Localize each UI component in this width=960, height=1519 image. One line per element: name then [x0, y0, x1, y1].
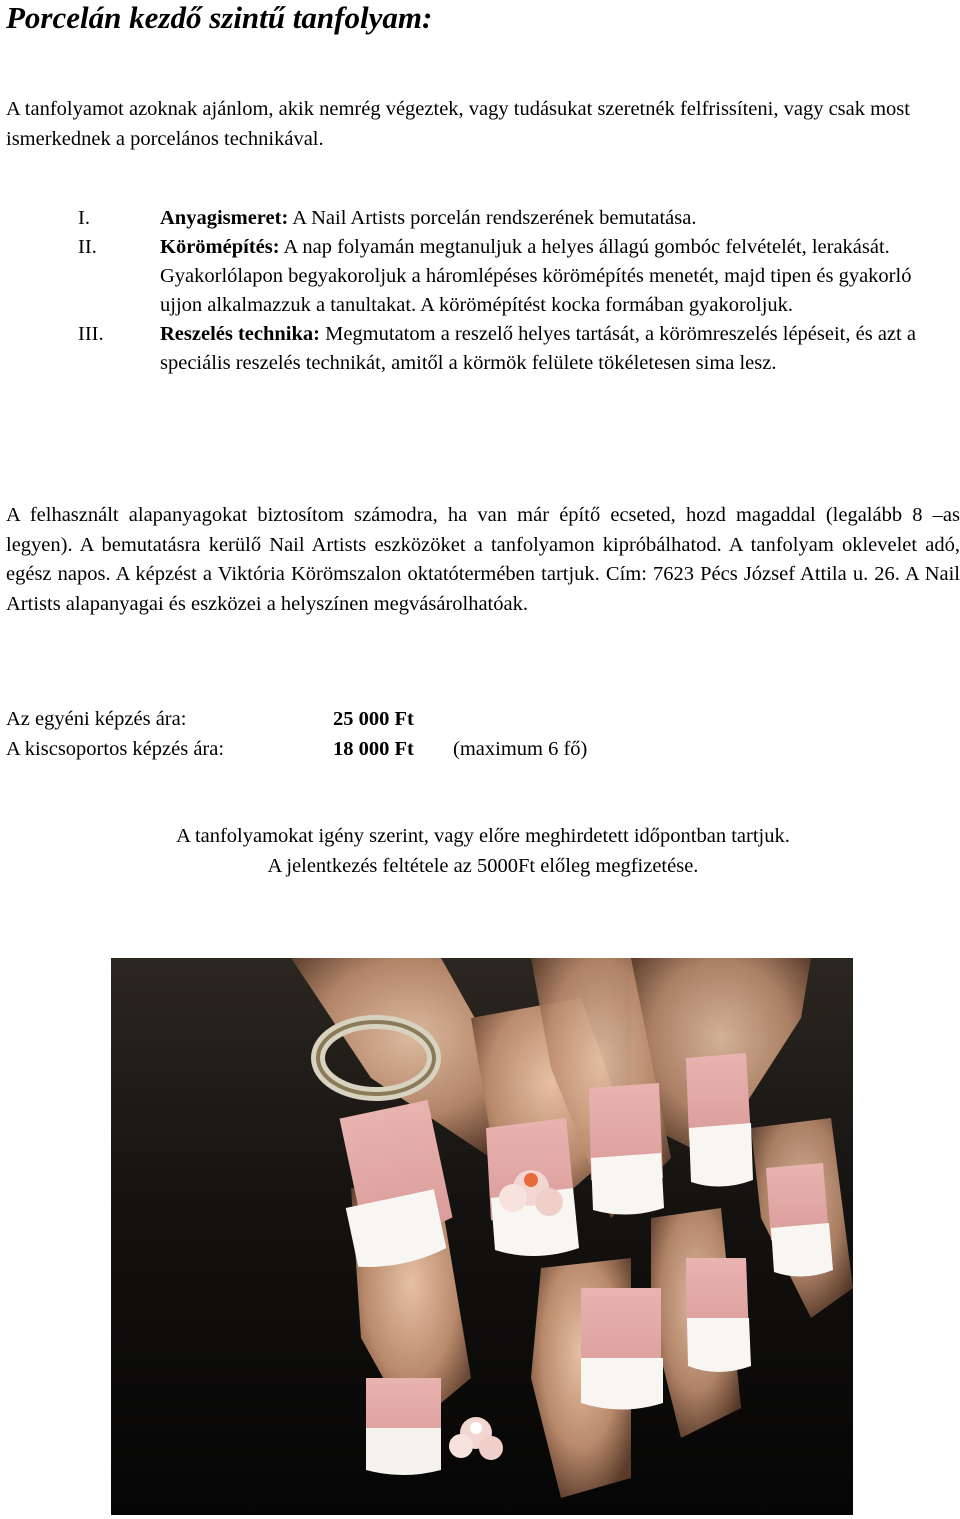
list-item-number: II.: [78, 236, 97, 258]
list-item-heading: Reszelés technika:: [160, 323, 320, 345]
group-price-label: A kiscsoportos képzés ára:: [6, 737, 225, 760]
list-item: [0, 233, 945, 320]
list-item-number: III.: [78, 323, 104, 345]
individual-price-label: Az egyéni képzés ára:: [6, 708, 187, 730]
list-item-heading: Anyagismeret:: [160, 207, 289, 229]
list-item: [0, 320, 945, 378]
page-title: Porcelán kezdő szintű tanfolyam:: [6, 0, 433, 35]
list-item-text: A Nail Artists porcelán rendszerének bemutatása.: [292, 207, 697, 229]
list-item-text: Megmutatom a reszelő helyes tartását, a körömreszelés lépéseit, és azt a speciális reszelés technikát, amitől a körmök felülete tökéletesen sima lesz.: [160, 323, 916, 374]
list-item-number: I.: [78, 207, 90, 229]
group-price-value: 18 000 Ft: [333, 737, 414, 760]
notice-line-2: A jelentkezés feltétele az 5000Ft előleg megfizetése.: [267, 855, 699, 877]
group-price-note: (maximum 6 fő): [453, 737, 588, 760]
list-item: [0, 204, 945, 233]
intro-paragraph: A tanfolyamot azoknak ajánlom, akik nemrég végeztek, vagy tudásukat szeretnék felfrissíteni, vagy csak most ismerkednek a porcelános technikával.: [6, 98, 910, 150]
notice-block: [0, 821, 960, 881]
nail-photo: [111, 958, 853, 1515]
course-topics-list: [0, 204, 960, 378]
details-paragraph: A felhasznált alapanyagokat biztosítom számodra, ha van már építő ecseted, hozd magaddal (legalább 8 –as legyen). A bemutatásra kerülő Nail Artists eszközöket a tanfolyamon kipróbálhatod. A tanfolyam oklevelet adó, egész napos. A képzést a Viktória Körömszalon oktatótermében tartjuk. Cím: 7623 Pécs József Attila u. 26. A Nail Artists alapanyagai és eszközei a helyszínen megvásárolhatóak.: [6, 504, 960, 615]
list-item-heading: Körömépítés:: [160, 236, 280, 258]
notice-line-1: A tanfolyamokat igény szerint, vagy előre meghirdetett időpontban tartjuk.: [176, 825, 790, 847]
individual-price-value: 25 000 Ft: [333, 708, 414, 730]
list-item-text: A nap folyamán megtanuljuk a helyes állagú gombóc felvételét, lerakását. Gyakorlólapon begyakoroljuk a háromlépéses körömépítés menetét, majd tipen és gyakorló ujjon alkalmazzuk a tanultakat. A körömépítést kocka formában gyakoroljuk.: [160, 236, 912, 316]
